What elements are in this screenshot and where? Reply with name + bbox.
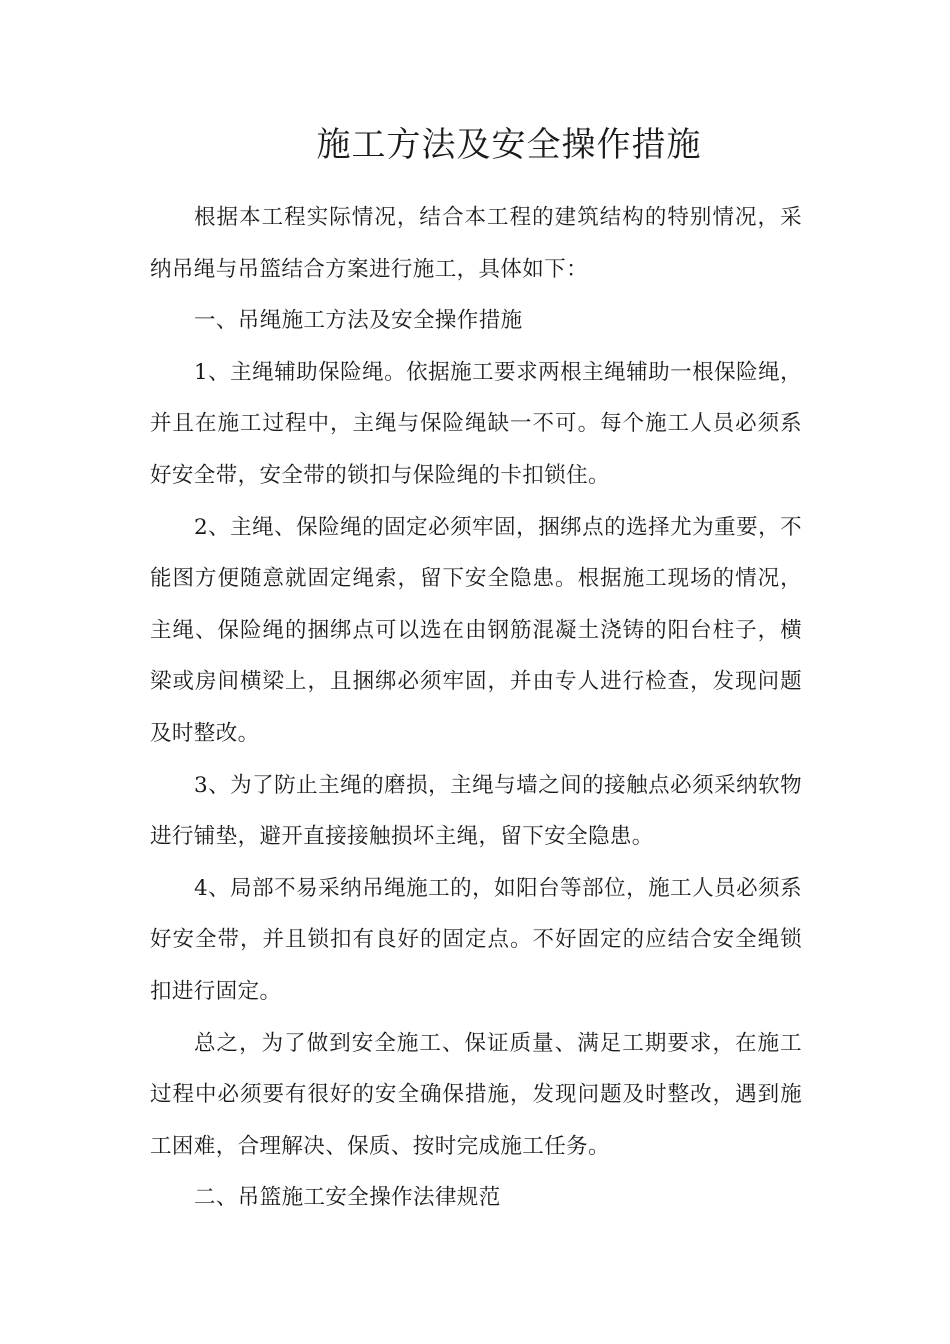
paragraph-item-3: 3、为了防止主绳的磨损，主绳与墙之间的接触点必须采纳软物进行铺垫，避开直接接触损坏主绳，留下安全隐患。 bbox=[150, 772, 802, 850]
document-title: 施工方法及安全操作措施 bbox=[316, 125, 702, 165]
paragraph-item-4: 4、局部不易采纳吊绳施工的，如阳台等部位，施工人员必须系好安全带，并且锁扣有良好的固定点。不好固定的应结合安全绳锁扣进行固定。 bbox=[150, 875, 802, 1004]
document-body bbox=[150, 192, 802, 1224]
paragraph-intro: 根据本工程实际情况，结合本工程的建筑结构的特别情况，采纳吊绳与吊篮结合方案进行施工，具体如下： bbox=[150, 205, 802, 282]
paragraph-summary: 总之，为了做到安全施工、保证质量、满足工期要求，在施工过程中必须要有很好的安全确保措施，发现问题及时整改，遇到施工困难，合理解决、保质、按时完成施工任务。 bbox=[150, 1030, 802, 1159]
paragraph-item-1: 1、主绳辅助保险绳。依据施工要求两根主绳辅助一根保险绳，并且在施工过程中，主绳与保险绳缺一不可。每个施工人员必须系好安全带，安全带的锁扣与保险绳的卡扣锁住。 bbox=[150, 359, 802, 488]
section-heading-basket: 二、吊篮施工安全操作法律规范 bbox=[194, 1185, 501, 1211]
paragraph-item-2: 2、主绳、保险绳的固定必须牢固，捆绑点的选择尤为重要，不能图方便随意就固定绳索，留下安全隐患。根据施工现场的情况，主绳、保险绳的捆绑点可以选在由钢筋混凝土浇铸的阳台柱子，横梁或房间横梁上，且捆绑必须牢固，并由专人进行检查，发现问题及时整改。 bbox=[150, 514, 802, 746]
section-heading-rope: 一、吊绳施工方法及安全操作措施 bbox=[194, 308, 523, 334]
